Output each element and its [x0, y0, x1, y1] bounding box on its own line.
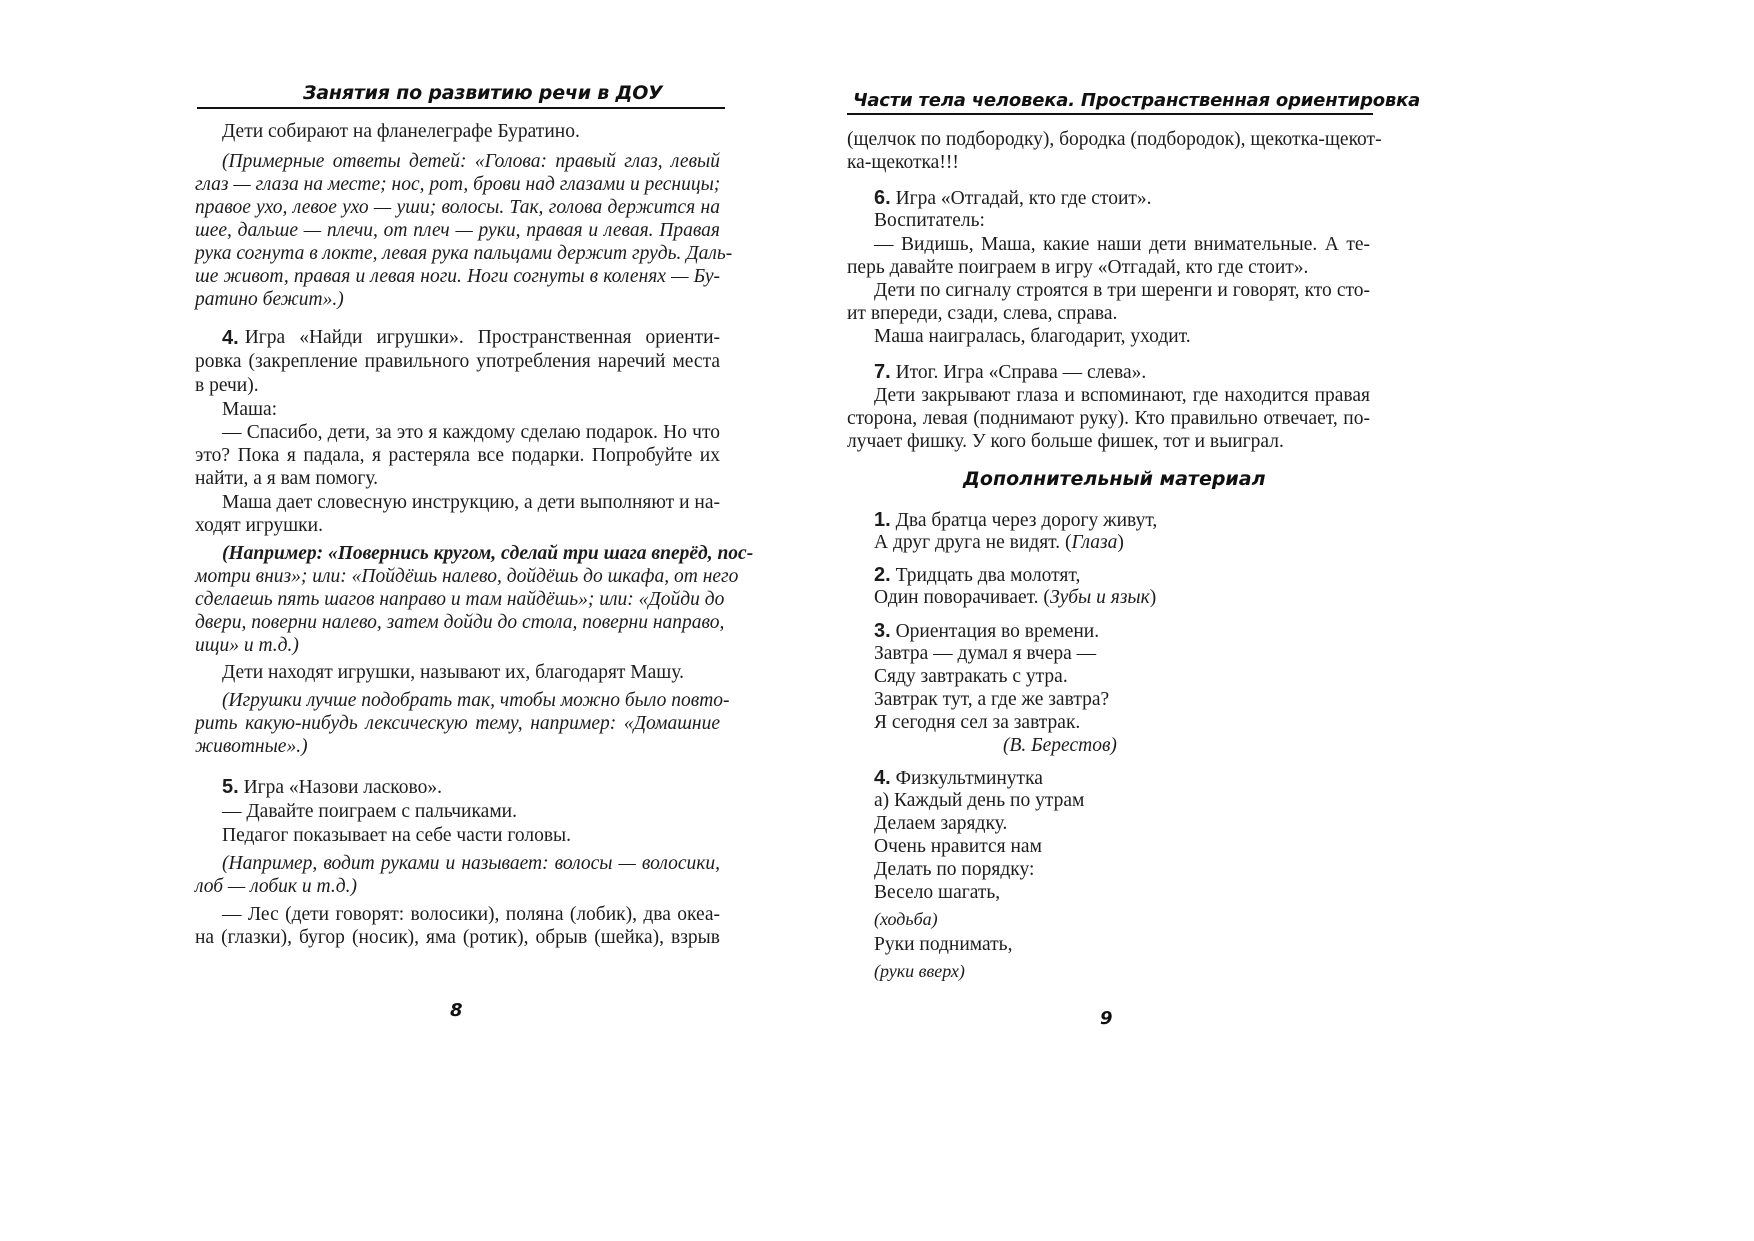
text-line: на (глазки), бугор (носик), яма (ротик), обрыв (шейка), взрыв [195, 927, 720, 948]
item-number: 4. [222, 327, 239, 349]
item-number: 5. [222, 776, 239, 798]
header-rule [197, 107, 725, 109]
poem-line: Я сегодня сел за завтрак. [874, 712, 1081, 733]
text-line: — Давайте поиграем с пальчиками. [222, 801, 517, 822]
text-line: глаз — глаза на месте; нос, рот, брови над глазами и ресницы; [195, 174, 721, 195]
page-number: 9 [1100, 1008, 1113, 1029]
poem-line: Очень нравится нам [874, 836, 1042, 857]
item-4-heading: 4. Физкультминутка [874, 767, 1043, 789]
text-line: Дети по сигналу строятся в три шеренги и говорят, кто сто- [874, 280, 1370, 301]
riddle-2-line-2: Один поворачивает. (Зубы и язык) [874, 587, 1157, 608]
text-line: — Видишь, Маша, какие наши дети внимательные. А те- [874, 234, 1370, 255]
text-line: — Лес (дети говорят: волосики), поляна (лобик), два океа- [222, 904, 720, 925]
riddle-answer: Глаза [1071, 532, 1118, 553]
text-line: Дети закрывают глаза и вспоминают, где находится правая [874, 385, 1370, 406]
text-line: ровка (закрепление правильного употребления наречий места [195, 351, 720, 372]
text-line: Педагог показывает на себе части головы. [222, 825, 572, 846]
text-line: правое ухо, левое ухо — уши; волосы. Так, голова держится на [195, 197, 720, 218]
text-line: (Например, водит руками и называет: волосы — волосики, [222, 853, 720, 874]
text-line: лучает фишку. У кого больше фишек, тот и выиграл. [847, 431, 1284, 452]
item-number: 7. [874, 361, 891, 383]
page-number: 8 [450, 1000, 463, 1021]
stage-note: (руки вверх) [874, 961, 965, 981]
text-line: Дети находят игрушки, называют их, благодарят Машу. [222, 662, 684, 683]
item-3-heading: 3. Ориентация во времени. [874, 620, 1100, 642]
text-line: (Примерные ответы детей: «Голова: правый глаз, левый [222, 151, 720, 172]
poem-line: Завтра — думал я вчера — [874, 643, 1097, 664]
text-line: рука согнута в локте, левая рука пальцами держит грудь. Даль- [195, 243, 733, 264]
text-line: ратино бежит».) [195, 289, 344, 310]
poem-line: а) Каждый день по утрам [874, 790, 1085, 811]
text-line: перь давайте поиграем в игру «Отгадай, кто где стоит». [847, 257, 1309, 278]
item-number: 2. [874, 564, 891, 586]
section-title: Дополнительный материал [963, 468, 1266, 490]
poem-line: Делаем зарядку. [874, 813, 1008, 834]
item-number: 4. [874, 767, 891, 789]
header-rule [847, 113, 1373, 115]
text-line: ка-щекотка!!! [847, 152, 959, 173]
running-head: Части тела человека. Пространственная ориентировка [853, 90, 1421, 111]
text-line: (Например: «Повернись кругом, сделай три шага вперёд, пос- [222, 543, 754, 564]
text-line: Дети собирают на фланелеграфе Буратино. [222, 121, 580, 142]
poem-author: (В. Берестов) [1003, 735, 1117, 756]
item-number: 6. [874, 187, 891, 209]
text-line: двери, поверни налево, затем дойди до стола, поверни направо, [195, 612, 725, 633]
text-line: в речи). [195, 375, 259, 396]
poem-line: Руки поднимать, [874, 934, 1013, 955]
item-number: 3. [874, 620, 891, 642]
text-line: сторона, левая (поднимают руку). Кто правильно отвечает, по- [847, 408, 1370, 429]
item-heading: 5. Игра «Назови ласково». [222, 776, 442, 798]
text-line: найти, а я вам помогу. [195, 468, 379, 489]
text-line: Маша наигралась, благодарит, уходит. [874, 326, 1191, 347]
text-line: ходят игрушки. [195, 515, 323, 536]
speaker-label: Маша: [222, 399, 278, 420]
item-number: 1. [874, 509, 891, 531]
text-line: рить какую-нибудь лексическую тему, например: «Домашние [195, 713, 720, 734]
riddle-1: 1. Два братца через дорогу живут, [874, 509, 1158, 531]
poem-line: Делать по порядку: [874, 859, 1035, 880]
right-page [847, 0, 1754, 1241]
riddle-1-line-2: А друг друга не видят. (Глаза) [874, 532, 1124, 553]
text-line: (Игрушки лучше подобрать так, чтобы можно было повто- [222, 690, 730, 711]
riddle-answer: Зубы и язык [1049, 587, 1150, 608]
item-heading: 6. Игра «Отгадай, кто где стоит». [874, 187, 1152, 209]
stage-note: (ходьба) [874, 909, 938, 929]
text-line: сделаешь пять шагов направо и там найдёшь»; или: «Дойди до [195, 589, 725, 610]
text-line: (щелчок по подбородку), бородка (подбородок), щекотка-щекот- [847, 129, 1382, 150]
text-line: ит впереди, сзади, слева, справа. [847, 303, 1118, 324]
text-line: шее, дальше — плечи, от плеч — руки, правая и левая. Правая [195, 220, 720, 241]
text-line: лоб — лобик и т.д.) [195, 876, 357, 897]
running-head: Занятия по развитию речи в ДОУ [303, 82, 663, 104]
riddle-2: 2. Тридцать два молотят, [874, 564, 1081, 586]
text-line: мотри вниз»; или: «Пойдёшь налево, дойдёшь до шкафа, от него [195, 566, 739, 587]
text-line: Маша дает словесную инструкцию, а дети выполняют и на- [222, 492, 720, 513]
item-heading: 7. Итог. Игра «Справа — слева». [874, 361, 1147, 383]
item-heading: 4. Игра «Найди игрушки». Пространственная ориенти- [222, 327, 720, 349]
text-line: животные».) [195, 736, 308, 757]
poem-line: Сяду завтракать с утра. [874, 666, 1068, 687]
text-line: — Спасибо, дети, за это я каждому сделаю подарок. Но что [222, 422, 720, 443]
speaker-label: Воспитатель: [874, 210, 985, 231]
text-line: это? Пока я падала, я растеряла все подарки. Попробуйте их [195, 445, 720, 466]
poem-line: Весело шагать, [874, 882, 1001, 903]
text-line: ищи» и т.д.) [195, 635, 299, 656]
poem-line: Завтрак тут, а где же завтра? [874, 689, 1110, 710]
text-line: ше живот, правая и левая ноги. Ноги согнуты в коленях — Бу- [195, 266, 720, 287]
